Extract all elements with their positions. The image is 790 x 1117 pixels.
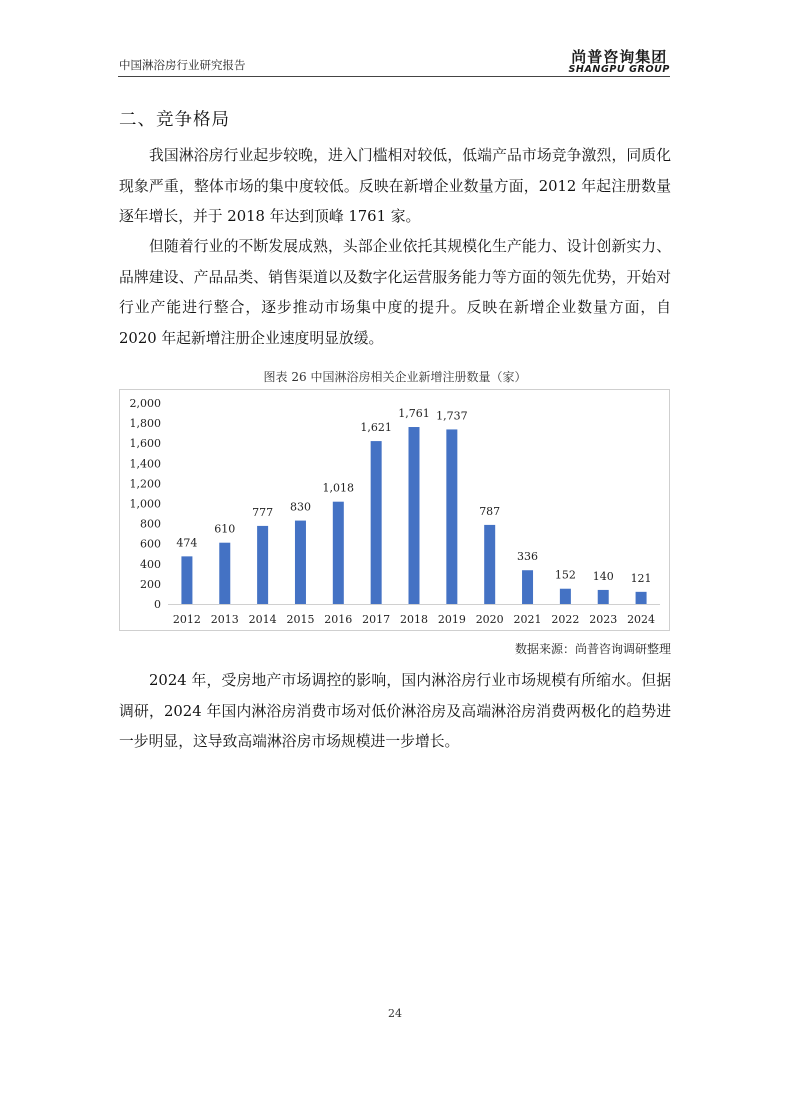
data-label: 787 [479, 504, 501, 518]
x-tick-label: 2015 [286, 613, 315, 626]
bar [484, 525, 495, 604]
bar [522, 570, 533, 604]
bar [446, 429, 457, 604]
bar [181, 556, 192, 604]
header-document-title: 中国淋浴房行业研究报告 [119, 58, 246, 72]
data-label: 140 [592, 569, 614, 583]
x-tick-label: 2016 [324, 613, 353, 626]
x-tick-label: 2018 [400, 613, 428, 626]
data-label: 121 [630, 571, 652, 585]
figure-caption: 图表 26 中国淋浴房相关企业新增注册数量（家） [263, 370, 527, 384]
x-tick-label: 2024 [627, 613, 656, 626]
bar [636, 592, 647, 604]
body-paragraph-1: 我国淋浴房行业起步较晚，进入门槛相对较低，低端产品市场竞争激烈，同质化现象严重，整体市场的集中度较低。反映在新增企业数量方面，2012 年起注册数量逐年增长，并于 2018 年达到顶峰 1761 家。 [119, 147, 671, 225]
data-label: 336 [517, 550, 539, 564]
data-label: 1,621 [360, 421, 392, 435]
logo-chinese-text: 尚普咨询集团 [571, 48, 668, 66]
page-number: 24 [388, 1007, 402, 1020]
body-paragraph-3: 2024 年，受房地产市场调控的影响，国内淋浴房行业市场规模有所缩水。但据调研，2024 年国内淋浴房消费市场对低价淋浴房及高端淋浴房消费两极化的趋势进一步明显，这导致高端淋浴房市场规模进一步增长。 [119, 672, 671, 750]
x-tick-label: 2013 [210, 613, 239, 626]
data-label: 830 [289, 500, 311, 514]
data-label: 1,761 [398, 407, 430, 421]
bar [598, 590, 609, 604]
x-tick-label: 2021 [513, 613, 542, 626]
bar [257, 526, 268, 604]
data-label: 777 [252, 505, 274, 519]
section-heading: 二、竞争格局 [119, 110, 230, 130]
y-tick-label: 400 [140, 557, 161, 571]
x-tick-label: 2014 [248, 613, 277, 626]
bar [371, 441, 382, 604]
x-tick-label: 2019 [437, 613, 466, 626]
x-tick-label: 2022 [551, 613, 580, 626]
bar [219, 543, 230, 604]
y-tick-label: 1,000 [129, 497, 161, 511]
y-tick-label: 1,200 [129, 477, 161, 491]
y-tick-label: 1,400 [129, 457, 161, 471]
figure-source-note: 数据来源：尚普咨询调研整理 [514, 642, 671, 656]
body-paragraph-2: 但随着行业的不断发展成熟，头部企业依托其规模化生产能力、设计创新实力、品牌建设、产品品类、销售渠道以及数字化运营服务能力等方面的领先优势，开始对行业产能进行整合，逐步推动市场集中度的提升。反映在新增企业数量方面，自 2020 年起新增注册企业速度明显放缓。 [119, 238, 671, 347]
data-label: 610 [214, 522, 236, 536]
bar [295, 521, 306, 604]
y-tick-label: 2,000 [129, 397, 161, 410]
bar [409, 427, 420, 604]
bar [333, 502, 344, 604]
x-tick-label: 2012 [172, 613, 201, 626]
data-label: 152 [554, 568, 576, 582]
logo-english-text: SHANGPU GROUP [568, 64, 670, 75]
data-label: 1,737 [436, 409, 468, 423]
y-tick-label: 800 [140, 517, 161, 531]
x-tick-label: 2020 [475, 613, 504, 626]
y-tick-label: 0 [154, 598, 161, 611]
bar-chart-frame [119, 389, 670, 631]
y-tick-label: 200 [140, 577, 161, 591]
header-divider [118, 76, 670, 77]
y-tick-label: 1,600 [129, 437, 161, 451]
data-label: 1,018 [322, 481, 355, 495]
data-label: 474 [176, 536, 198, 550]
y-tick-label: 1,800 [129, 417, 161, 431]
x-tick-label: 2023 [589, 613, 618, 626]
company-logo [568, 49, 670, 75]
bar [560, 589, 571, 604]
bar-chart [120, 390, 671, 632]
y-tick-label: 600 [140, 537, 161, 551]
x-tick-label: 2017 [362, 613, 391, 626]
